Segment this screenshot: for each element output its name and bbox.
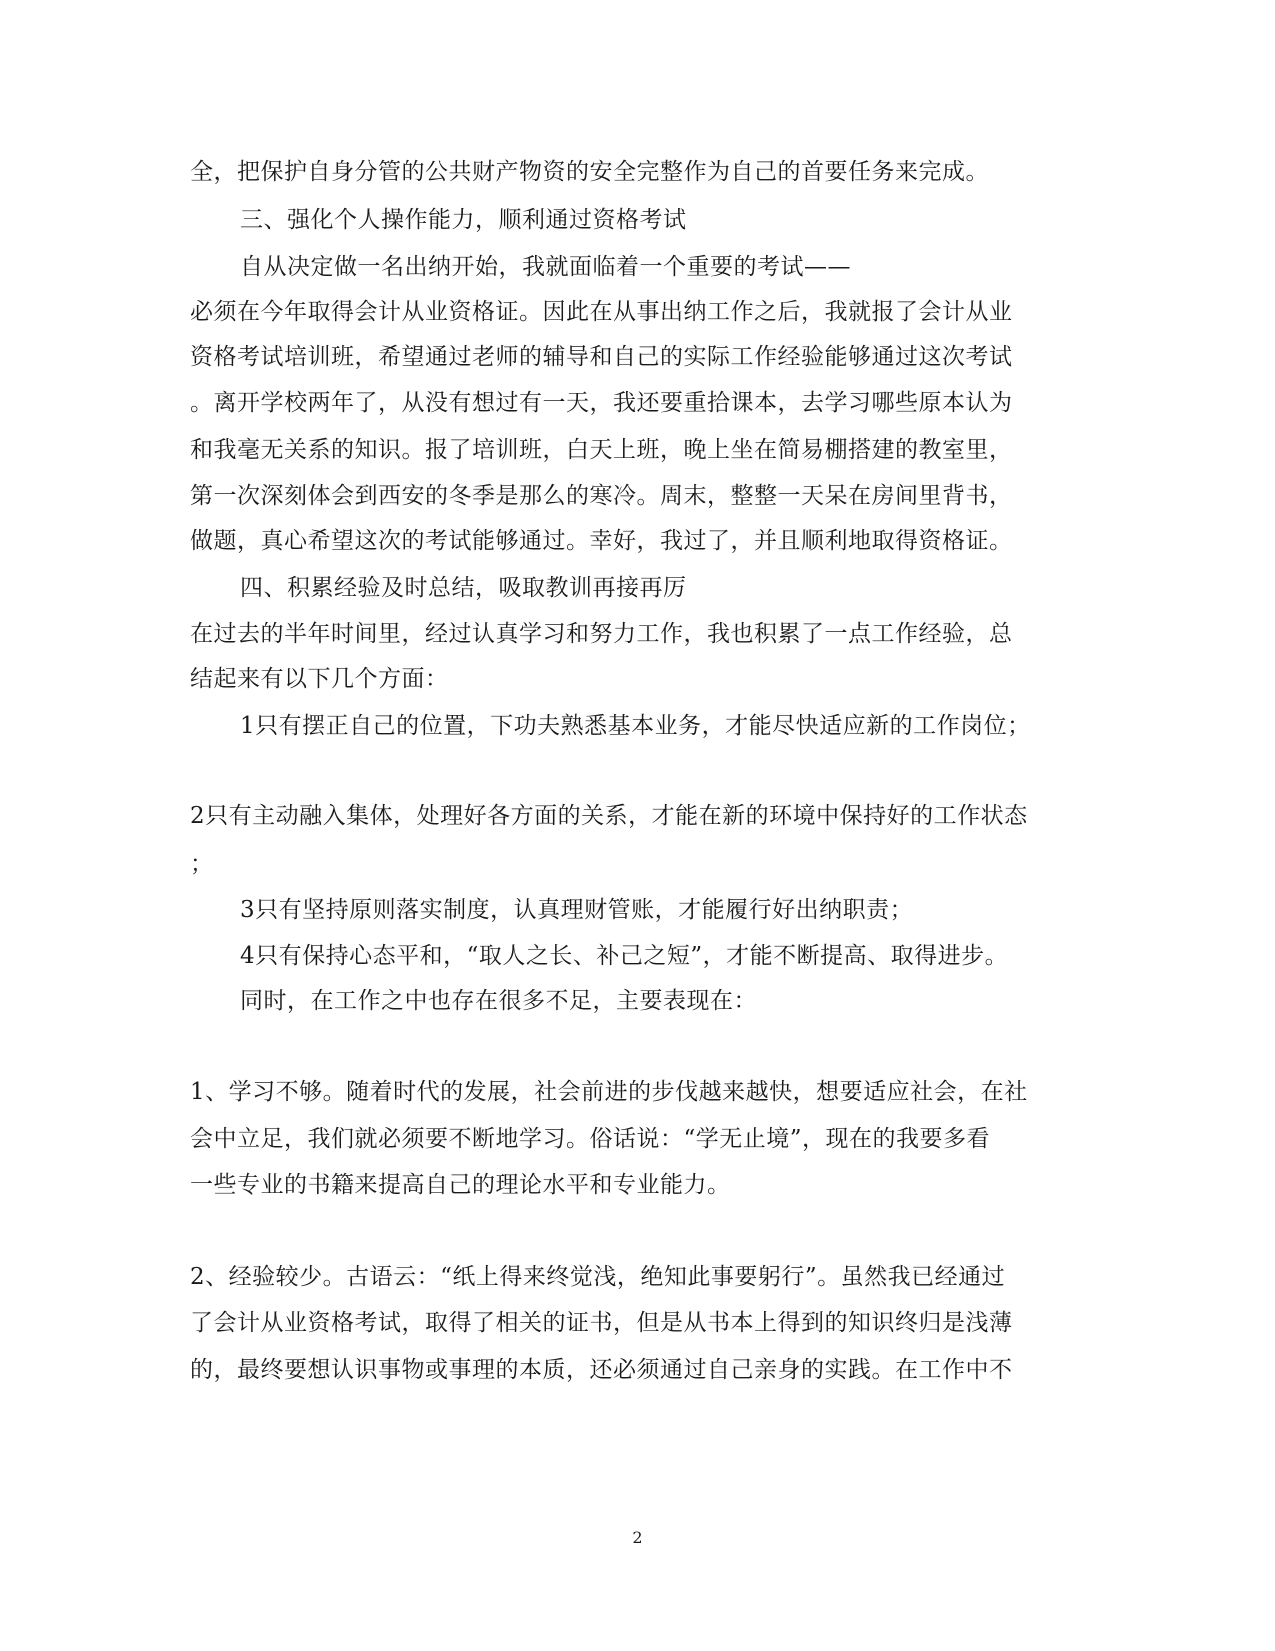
text-line: 。离开学校两年了，从没有想过有一天，我还要重拾课本，去学习哪些原本认为 bbox=[190, 390, 1013, 416]
list-item: 4只有保持心态平和，“取人之长、补己之短”，才能不断提高、取得进步。 bbox=[240, 943, 1009, 969]
text-line: 了会计从业资格考试，取得了相关的证书，但是从书本上得到的知识终归是浅薄 bbox=[190, 1310, 1013, 1336]
text-line: 做题，真心希望这次的考试能够通过。幸好，我过了，并且顺利地取得资格证。 bbox=[190, 528, 1013, 554]
text-line: 自从决定做一名出纳开始，我就面临着一个重要的考试—— bbox=[240, 254, 851, 280]
list-item: 2、经验较少。古语云：“纸上得来终觉浅，绝知此事要躬行”。虽然我已经通过 bbox=[190, 1264, 1006, 1290]
text-line: ； bbox=[190, 851, 214, 877]
section-heading: 四、积累经验及时总结，吸取教训再接再厉 bbox=[240, 575, 687, 601]
list-item: 2只有主动融入集体，处理好各方面的关系，才能在新的环境中保持好的工作状态 bbox=[190, 803, 1028, 829]
list-item: 1、学习不够。随着时代的发展，社会前进的步伐越来越快，想要适应社会，在社 bbox=[190, 1079, 1028, 1105]
text-line: 同时，在工作之中也存在很多不足，主要表现在： bbox=[240, 988, 757, 1014]
text-line: 资格考试培训班，希望通过老师的辅导和自己的实际工作经验能够通过这次考试 bbox=[190, 344, 1013, 370]
text-line: 的，最终要想认识事物或事理的本质，还必须通过自己亲身的实践。在工作中不 bbox=[190, 1357, 1013, 1383]
section-heading: 三、强化个人操作能力，顺利通过资格考试 bbox=[240, 207, 687, 233]
text-line: 一些专业的书籍来提高自己的理论水平和专业能力。 bbox=[190, 1172, 731, 1198]
page-number: 2 bbox=[632, 1528, 643, 1547]
text-line: 和我毫无关系的知识。报了培训班，白天上班，晚上坐在简易棚搭建的教室里， bbox=[190, 437, 1013, 463]
list-item: 3只有坚持原则落实制度，认真理财管账，才能履行好出纳职责； bbox=[240, 897, 914, 923]
list-item: 1只有摆正自己的位置，下功夫熟悉基本业务，才能尽快适应新的工作岗位； bbox=[240, 713, 1031, 739]
text-line: 必须在今年取得会计从业资格证。因此在从事出纳工作之后，我就报了会计从业 bbox=[190, 299, 1013, 325]
text-line: 全，把保护自身分管的公共财产物资的安全完整作为自己的首要任务来完成。 bbox=[190, 159, 989, 185]
text-line: 第一次深刻体会到西安的冬季是那么的寒冷。周末，整整一天呆在房间里背书， bbox=[190, 483, 1013, 509]
text-line: 结起来有以下几个方面： bbox=[190, 666, 449, 692]
text-line: 在过去的半年时间里，经过认真学习和努力工作，我也积累了一点工作经验，总 bbox=[190, 621, 1013, 647]
text-line: 会中立足，我们就必须要不断地学习。俗话说：“学无止境”，现在的我要多看 bbox=[190, 1126, 991, 1152]
